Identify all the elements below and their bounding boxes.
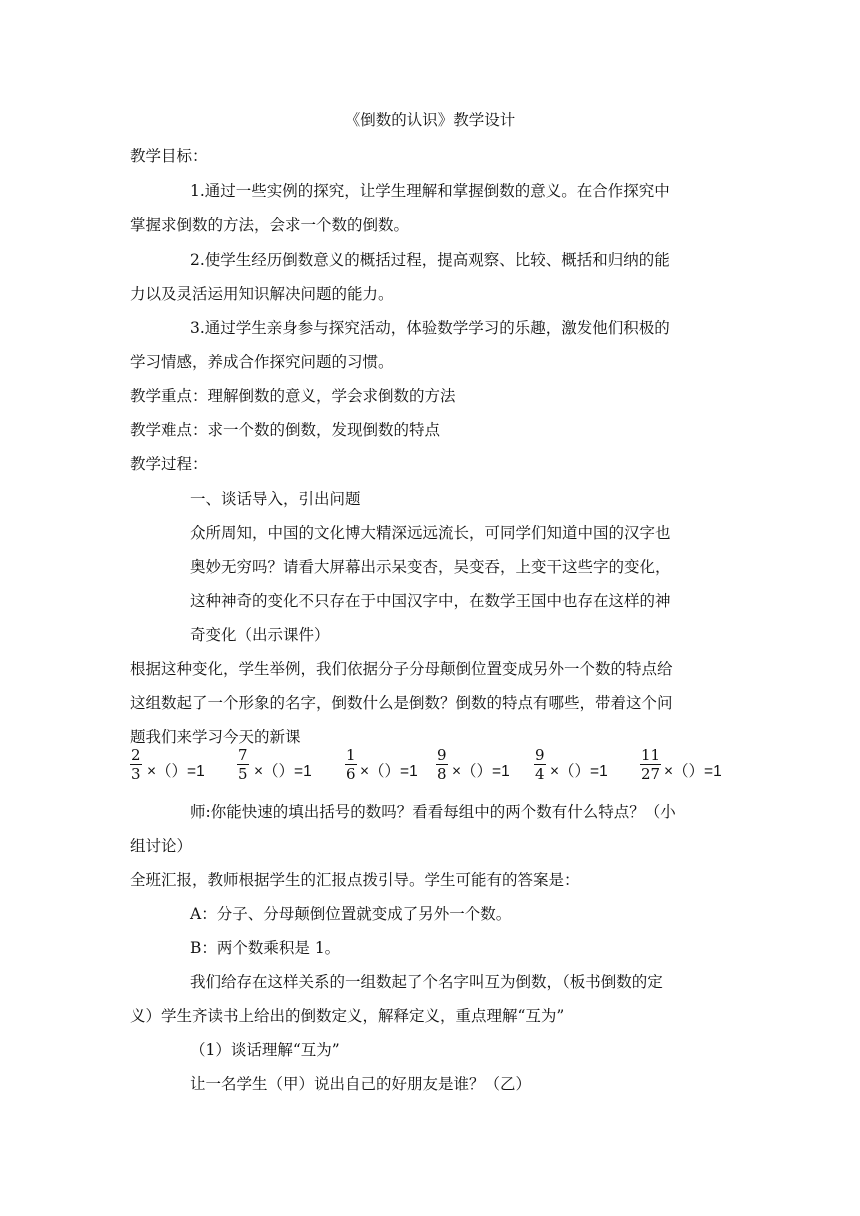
- paragraph-line: 2.使学生经历倒数意义的概括过程，提高观察、比较、概括和归纳的能: [190, 251, 670, 269]
- difficulty-line: 教学难点：求一个数的倒数，发现倒数的特点: [130, 421, 441, 439]
- fraction: [640, 746, 661, 783]
- paragraph-line: 众所周知，中国的文化博大精深远远流长，可同学们知道中国的汉字也: [190, 524, 671, 542]
- fraction: [130, 746, 142, 783]
- key-point-line: 教学重点：理解倒数的意义，学会求倒数的方法: [130, 387, 456, 405]
- numerator: 11: [641, 746, 661, 764]
- paragraph-line: 1.通过一些实例的探究，让学生理解和掌握倒数的意义。在合作探究中: [190, 182, 670, 200]
- numerator: 9: [437, 746, 447, 764]
- paragraph-line: 3.通过学生亲身参与探究活动，体验数学学习的乐趣，激发他们积极的: [190, 319, 670, 337]
- exercise-expression: ×（）=1: [550, 763, 608, 780]
- denominator: 27: [641, 765, 661, 783]
- paragraph-line: 师:你能快速的填出括号的数吗？看看每组中的两个数有什么特点？（小: [190, 803, 676, 821]
- numerator: 9: [535, 746, 545, 764]
- section-heading-objectives: 教学目标：: [130, 147, 208, 165]
- denominator: 4: [535, 765, 545, 783]
- fraction: [345, 746, 357, 783]
- denominator: 3: [131, 765, 141, 783]
- fraction-exercises: [130, 746, 742, 792]
- section-heading-process: 教学过程：: [130, 455, 208, 473]
- paragraph-line: 这种神奇的变化不只存在于中国汉字中，在数学王国中也存在这样的神: [190, 592, 671, 610]
- paragraph-line: 力以及灵活运用知识解决问题的能力。: [130, 285, 394, 303]
- numerator: 2: [131, 746, 141, 764]
- paragraph-line: 全班汇报，教师根据学生的汇报点拨引导。学生可能有的答案是：: [130, 871, 580, 889]
- paragraph-line: 义）学生齐读书上给出的倒数定义，解释定义，重点理解“互为”: [130, 1007, 565, 1025]
- paragraph-line: 掌握求倒数的方法，会求一个数的倒数。: [130, 216, 410, 234]
- exercise-expression: ×（）=1: [452, 763, 510, 780]
- answer-b-line: B：两个数乘积是 1。: [190, 939, 341, 957]
- subsection-heading: 一、谈话导入，引出问题: [190, 490, 361, 508]
- paragraph-line: 这组数起了一个形象的名字，倒数什么是倒数？倒数的特点有哪些，带着这个问: [130, 694, 673, 712]
- paragraph-line: 学习情感，养成合作探究问题的习惯。: [130, 353, 394, 371]
- paragraph-line: 让一名学生（甲）说出自己的好朋友是谁？（乙）: [190, 1075, 532, 1093]
- subsection-heading: （1）谈话理解“互为”: [190, 1041, 340, 1059]
- numerator: 7: [238, 746, 248, 764]
- document-title: 《倒数的认识》教学设计: [344, 111, 516, 129]
- paragraph-line: 题我们来学习今天的新课: [130, 728, 301, 746]
- denominator: 8: [437, 765, 447, 783]
- fraction: [534, 746, 546, 783]
- exercise-expression: ×（）=1: [254, 763, 312, 780]
- paragraph-line: 奥妙无穷吗？请看大屏幕出示呆变杏，吴变吞，上变干这些字的变化，: [190, 558, 671, 576]
- denominator: 5: [238, 765, 248, 783]
- denominator: 6: [346, 765, 356, 783]
- paragraph-line: 组讨论）: [130, 837, 193, 855]
- exercise-expression: ×（）=1: [360, 763, 418, 780]
- paragraph-line: 奇变化（出示课件）: [190, 626, 330, 644]
- answer-a-line: A：分子、分母颠倒位置就变成了另外一个数。: [190, 905, 512, 923]
- paragraph-line: 根据这种变化，学生举例，我们依据分子分母颠倒位置变成另外一个数的特点给: [130, 660, 673, 678]
- paragraph-line: 我们给存在这样关系的一组数起了个名字叫互为倒数，（板书倒数的定: [190, 973, 663, 991]
- fraction: [237, 746, 249, 783]
- fraction: [436, 746, 448, 783]
- numerator: 1: [346, 746, 356, 764]
- exercise-expression: ×（）=1: [147, 763, 205, 780]
- exercise-expression: ×（）=1: [664, 763, 722, 780]
